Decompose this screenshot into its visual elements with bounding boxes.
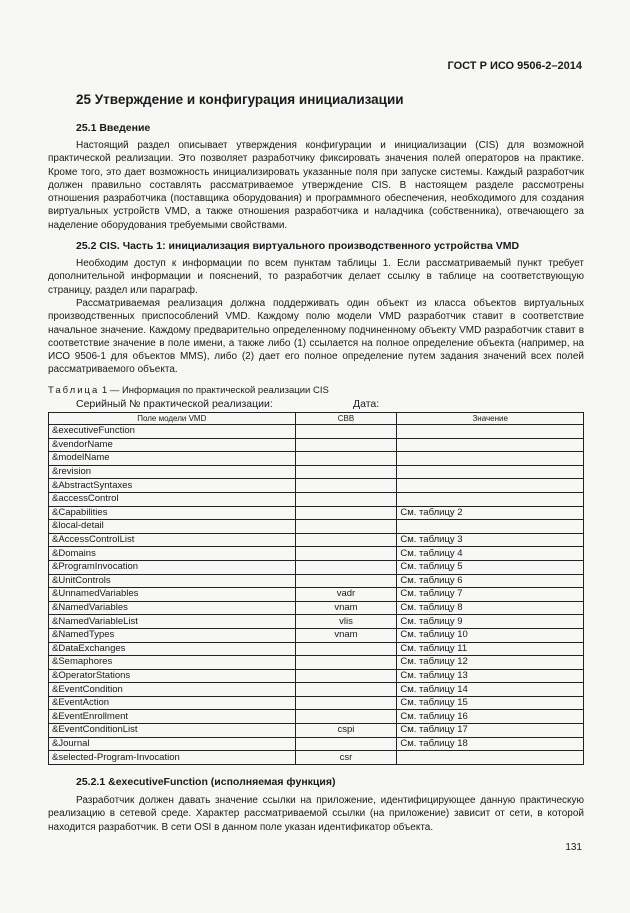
field-cell: &UnitControls bbox=[49, 574, 296, 588]
table-row bbox=[49, 683, 584, 697]
cis-paragraph-2: Рассматриваемая реализация должна поддерживать один объект из класса объектов виртуальных производственных приспособлений VMD. Каждому полю модели VMD разработчик ставит в соответствие начальное значение. Каждому предварительно определенному подчиненному объекту VMD разработчик ставит в соответствие значение в поле имени, а также либо (1) ссылается на полное определение объекта (например, на ИСО 9506-1 для объектов MMS), либо (2) дает его полное определение путем задания значений всех полей рассматриваемого объекта. bbox=[48, 298, 584, 376]
field-cell: &modelName bbox=[49, 452, 296, 466]
field-cell: &UnnamedVariables bbox=[49, 588, 296, 602]
cbb-cell bbox=[295, 438, 397, 452]
table-row bbox=[49, 465, 584, 479]
value-cell bbox=[397, 479, 584, 493]
table-row bbox=[49, 588, 584, 602]
section-title: 25 Утверждение и конфигурация инициализации bbox=[76, 92, 404, 107]
cbb-cell bbox=[295, 696, 397, 710]
executive-function-paragraph: Разработчик должен давать значение ссылки на приложение, идентифицирующее данную практическую реализацию в сетевой среде. Характер рассматриваемой ссылки (на приложение) зависит от сети, в которой находится разработчик. В сети OSI в данном поле указан идентификатор объекта. bbox=[48, 795, 584, 833]
field-cell: &EventEnrollment bbox=[49, 710, 296, 724]
value-cell bbox=[397, 492, 584, 506]
value-cell: См. таблицу 16 bbox=[397, 710, 584, 724]
table-row bbox=[49, 696, 584, 710]
cbb-cell bbox=[295, 683, 397, 697]
table-row bbox=[49, 533, 584, 547]
value-cell: См. таблицу 10 bbox=[397, 628, 584, 642]
value-cell: См. таблицу 18 bbox=[397, 737, 584, 751]
value-cell: См. таблицу 11 bbox=[397, 642, 584, 656]
value-cell: См. таблицу 2 bbox=[397, 506, 584, 520]
col-header-cbb: СВВ bbox=[295, 413, 397, 425]
cbb-cell: csr bbox=[295, 751, 397, 765]
cbb-cell bbox=[295, 533, 397, 547]
table-row bbox=[49, 506, 584, 520]
table-row bbox=[49, 547, 584, 561]
table-row bbox=[49, 751, 584, 765]
page-number: 131 bbox=[565, 842, 582, 853]
value-cell: См. таблицу 14 bbox=[397, 683, 584, 697]
cbb-cell: vnam bbox=[295, 628, 397, 642]
col-header-value: Значение bbox=[397, 413, 584, 425]
table-row bbox=[49, 520, 584, 534]
field-cell: &Semaphores bbox=[49, 656, 296, 670]
value-cell bbox=[397, 465, 584, 479]
field-cell: &selected-Program-Invocation bbox=[49, 751, 296, 765]
table-caption: Таблица 1 — Информация по практической реализации CIS bbox=[48, 385, 329, 396]
field-cell: &ProgramInvocation bbox=[49, 560, 296, 574]
cbb-cell bbox=[295, 506, 397, 520]
table-row bbox=[49, 656, 584, 670]
cbb-cell bbox=[295, 737, 397, 751]
value-cell: См. таблицу 12 bbox=[397, 656, 584, 670]
cbb-cell: vlis bbox=[295, 615, 397, 629]
table-row bbox=[49, 560, 584, 574]
value-cell: См. таблицу 7 bbox=[397, 588, 584, 602]
table-row bbox=[49, 492, 584, 506]
intro-paragraph: Настоящий раздел описывает утверждения конфигурации и инициализации (CIS) для возможной практической реализации. Это позволяет разработчику фиксировать значения полей операторов на практике. Кроме того, это дает возможность инициализировать указанные поля при запуске системы. Каждый разработчик должен правильно составлять рассматриваемое утверждение CIS. В настоящем разделе рассмотрены отношения разработчика (поставщика оборудования) и программного обеспечения, необходимого для создания виртуальных устройств VMD, а также отношения разработчика и наладчика (собственника), отвечающего за наделение оборудования требуемыми свойствами. bbox=[48, 140, 584, 231]
value-cell bbox=[397, 452, 584, 466]
cbb-cell bbox=[295, 425, 397, 439]
field-cell: &EventCondition bbox=[49, 683, 296, 697]
date-label: Дата: bbox=[353, 398, 380, 410]
cbb-cell: vnam bbox=[295, 601, 397, 615]
cbb-cell bbox=[295, 465, 397, 479]
cbb-cell bbox=[295, 710, 397, 724]
value-cell bbox=[397, 425, 584, 439]
table-row bbox=[49, 425, 584, 439]
field-cell: &revision bbox=[49, 465, 296, 479]
cbb-cell bbox=[295, 452, 397, 466]
table-row bbox=[49, 737, 584, 751]
value-cell: См. таблицу 9 bbox=[397, 615, 584, 629]
value-cell bbox=[397, 751, 584, 765]
subsection-title-intro: 25.1 Введение bbox=[76, 122, 151, 134]
document-header: ГОСТ Р ИСО 9506-2–2014 bbox=[447, 60, 582, 72]
field-cell: &Capabilities bbox=[49, 506, 296, 520]
table-row bbox=[49, 710, 584, 724]
value-cell: См. таблицу 6 bbox=[397, 574, 584, 588]
cis-table bbox=[48, 412, 584, 765]
value-cell: См. таблицу 17 bbox=[397, 724, 584, 738]
field-cell: &EventConditionList bbox=[49, 724, 296, 738]
field-cell: &Domains bbox=[49, 547, 296, 561]
table-row bbox=[49, 479, 584, 493]
value-cell: См. таблицу 15 bbox=[397, 696, 584, 710]
table-row bbox=[49, 438, 584, 452]
table-row bbox=[49, 574, 584, 588]
table-row bbox=[49, 601, 584, 615]
value-cell bbox=[397, 438, 584, 452]
field-cell: &Journal bbox=[49, 737, 296, 751]
value-cell: См. таблицу 13 bbox=[397, 669, 584, 683]
table-row bbox=[49, 452, 584, 466]
table-row bbox=[49, 628, 584, 642]
table-row bbox=[49, 669, 584, 683]
cbb-cell bbox=[295, 547, 397, 561]
value-cell: См. таблицу 8 bbox=[397, 601, 584, 615]
cbb-cell bbox=[295, 520, 397, 534]
col-header-field: Поле модели VMD bbox=[49, 413, 296, 425]
cbb-cell bbox=[295, 642, 397, 656]
field-cell: &local-detail bbox=[49, 520, 296, 534]
cbb-cell bbox=[295, 574, 397, 588]
value-cell: См. таблицу 4 bbox=[397, 547, 584, 561]
table-row bbox=[49, 615, 584, 629]
field-cell: &OperatorStations bbox=[49, 669, 296, 683]
field-cell: &NamedVariables bbox=[49, 601, 296, 615]
subsection-title-cis-part1: 25.2 CIS. Часть 1: инициализация виртуального производственного устройства VMD bbox=[76, 240, 520, 252]
value-cell: См. таблицу 3 bbox=[397, 533, 584, 547]
field-cell: &AccessControlList bbox=[49, 533, 296, 547]
cbb-cell bbox=[295, 492, 397, 506]
value-cell: См. таблицу 5 bbox=[397, 560, 584, 574]
cbb-cell bbox=[295, 560, 397, 574]
cbb-cell bbox=[295, 669, 397, 683]
table-row bbox=[49, 642, 584, 656]
cbb-cell: cspi bbox=[295, 724, 397, 738]
value-cell bbox=[397, 520, 584, 534]
subsection-title-executive-function: 25.2.1 &executiveFunction (исполняемая функция) bbox=[76, 776, 336, 788]
cbb-cell bbox=[295, 656, 397, 670]
cis-paragraph-1: Необходим доступ к информации по всем пунктам таблицы 1. Если рассматриваемый пункт требует дополнительной информации и пояснений, то разработчик делает ссылку в таблице на соответствующую страницу, раздел или параграф. bbox=[48, 258, 584, 296]
field-cell: &NamedTypes bbox=[49, 628, 296, 642]
cbb-cell bbox=[295, 479, 397, 493]
cbb-cell: vadr bbox=[295, 588, 397, 602]
field-cell: &executiveFunction bbox=[49, 425, 296, 439]
field-cell: &accessControl bbox=[49, 492, 296, 506]
field-cell: &DataExchanges bbox=[49, 642, 296, 656]
field-cell: &EventAction bbox=[49, 696, 296, 710]
field-cell: &vendorName bbox=[49, 438, 296, 452]
serial-number-label: Серийный № практической реализации: bbox=[76, 398, 273, 410]
table-header-row bbox=[49, 413, 584, 425]
field-cell: &NamedVariableList bbox=[49, 615, 296, 629]
field-cell: &AbstractSyntaxes bbox=[49, 479, 296, 493]
table-row bbox=[49, 724, 584, 738]
